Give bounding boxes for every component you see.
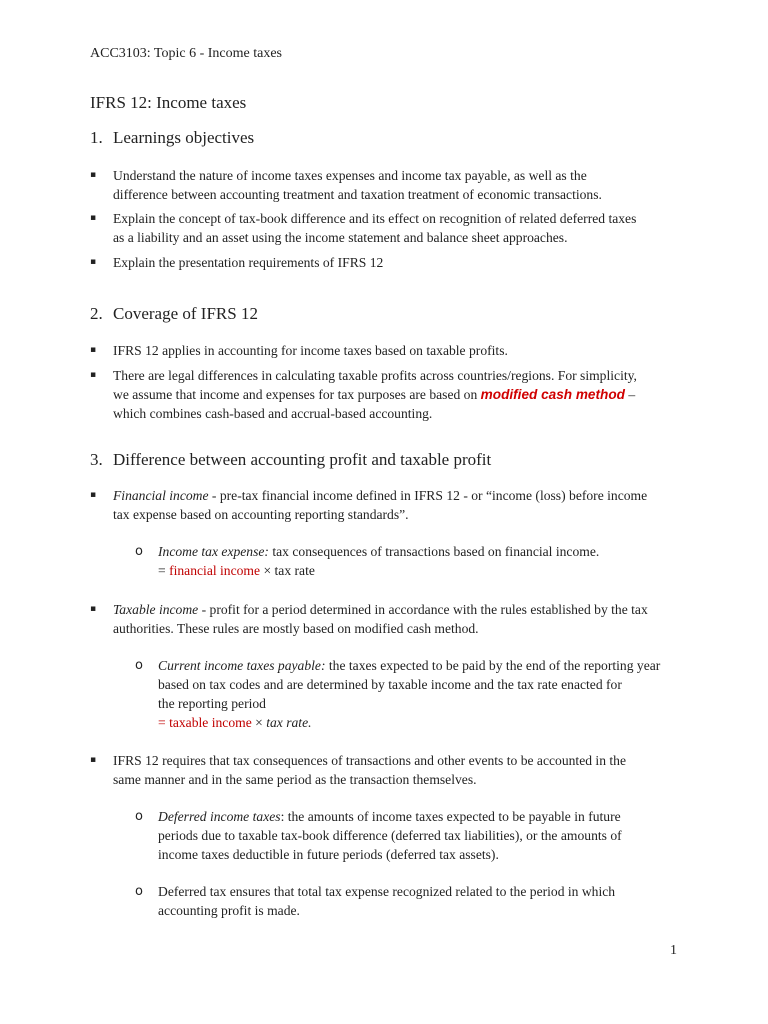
bullet-icon: ▪ xyxy=(90,370,97,380)
bullet-icon: ▪ xyxy=(90,257,97,267)
text-span: × xyxy=(251,715,267,730)
formula-highlight: financial income xyxy=(169,563,261,578)
document-header: ACC3103: Topic 6 - Income taxes xyxy=(90,46,283,61)
text-line: Deferred tax ensures that total tax expense recognized related to the period in which xyxy=(158,884,616,899)
section-title: Coverage of IFRS 12 xyxy=(113,304,258,323)
text-line: accounting profit is made. xyxy=(158,903,300,918)
text-span: = xyxy=(158,563,170,578)
text-line: IFRS 12 requires that tax consequences of transactions and other events to be accounted in the xyxy=(113,753,627,768)
sub-bullet-icon: o xyxy=(135,544,143,559)
text-line: as a liability and an asset using the income statement and balance sheet approaches. xyxy=(113,230,568,245)
section-number: 2. xyxy=(90,304,103,323)
text-line: There are legal differences in calculating taxable profits across countries/regions. For simplicity, xyxy=(113,368,637,383)
text-span: tax rate. xyxy=(266,715,312,730)
text-span: : the amounts of income taxes expected to be payable in future xyxy=(280,809,621,824)
text-line: income taxes deductible in future periods (deferred tax assets). xyxy=(158,847,499,862)
text-line: difference between accounting treatment and taxation treatment of economic transactions. xyxy=(113,187,602,202)
formula-line xyxy=(158,561,599,580)
term-taxable-income: Taxable income xyxy=(113,602,199,617)
section-title: Learnings objectives xyxy=(113,128,255,147)
text-line: Understand the nature of income taxes expenses and income tax payable, as well as the xyxy=(113,168,587,183)
section-2-heading xyxy=(90,304,258,324)
text-span: - profit for a period determined in accordance with the rules established by the tax xyxy=(198,602,648,617)
text-line: Explain the concept of tax-book difference and its effect on recognition of related deferred taxes xyxy=(113,211,637,226)
text-line: which combines cash-based and accrual-based accounting. xyxy=(113,406,433,421)
section-number: 1. xyxy=(90,128,103,147)
text-line: based on tax codes and are determined by taxable income and the tax rate enacted for xyxy=(158,677,622,692)
bullet-icon: ▪ xyxy=(90,345,97,355)
text-span: we assume that income and expenses for tax purposes are based on xyxy=(113,387,481,402)
bullet-icon: ▪ xyxy=(90,213,97,223)
section-number: 3. xyxy=(90,450,103,469)
emphasis-modified-cash-method: modified cash method xyxy=(480,387,625,402)
term-income-tax-expense: Income tax expense: xyxy=(158,544,269,559)
bullet-icon: ▪ xyxy=(90,170,97,180)
text-line xyxy=(113,486,647,505)
bullet-icon: ▪ xyxy=(90,604,97,614)
text-line xyxy=(113,385,637,404)
term-financial-income: Financial income xyxy=(113,488,209,503)
bullet-icon: ▪ xyxy=(90,490,97,500)
page-title: IFRS 12: Income taxes xyxy=(90,93,247,112)
text-span: tax consequences of transactions based on financial income. xyxy=(268,544,600,559)
text-span: – xyxy=(624,387,636,402)
sub-bullet-icon: o xyxy=(135,884,143,899)
text-line xyxy=(158,807,622,826)
text-line: Explain the presentation requirements of IFRS 12 xyxy=(113,255,384,270)
term-current-income-taxes-payable: Current income taxes payable: xyxy=(158,658,326,673)
sub-bullet-icon: o xyxy=(135,658,143,673)
text-line xyxy=(158,542,599,561)
section-1-heading xyxy=(90,128,254,148)
text-span: - pre-tax financial income defined in IFRS 12 - or “income (loss) before income xyxy=(208,488,648,503)
text-line: periods due to taxable tax-book difference (deferred tax liabilities), or the amounts of xyxy=(158,828,622,843)
bullet-icon: ▪ xyxy=(90,755,97,765)
text-line: tax expense based on accounting reporting standards”. xyxy=(113,507,409,522)
text-span: × tax rate xyxy=(260,563,315,578)
text-line: same manner and in the same period as the transaction themselves. xyxy=(113,772,477,787)
text-line: authorities. These rules are mostly based on modified cash method. xyxy=(113,621,479,636)
section-title: Difference between accounting profit and taxable profit xyxy=(113,450,492,469)
sub-bullet-icon: o xyxy=(135,809,143,824)
formula-highlight: = taxable income xyxy=(158,715,252,730)
text-line xyxy=(158,656,660,675)
term-deferred-income-taxes: Deferred income taxes xyxy=(158,809,281,824)
formula-line xyxy=(158,713,660,732)
text-span: the taxes expected to be paid by the end of the reporting year xyxy=(325,658,661,673)
text-line: the reporting period xyxy=(158,696,266,711)
page-number: 1 xyxy=(670,943,677,958)
text-line: IFRS 12 applies in accounting for income taxes based on taxable profits. xyxy=(113,343,508,358)
section-3-heading xyxy=(90,450,491,470)
text-line xyxy=(113,600,648,619)
